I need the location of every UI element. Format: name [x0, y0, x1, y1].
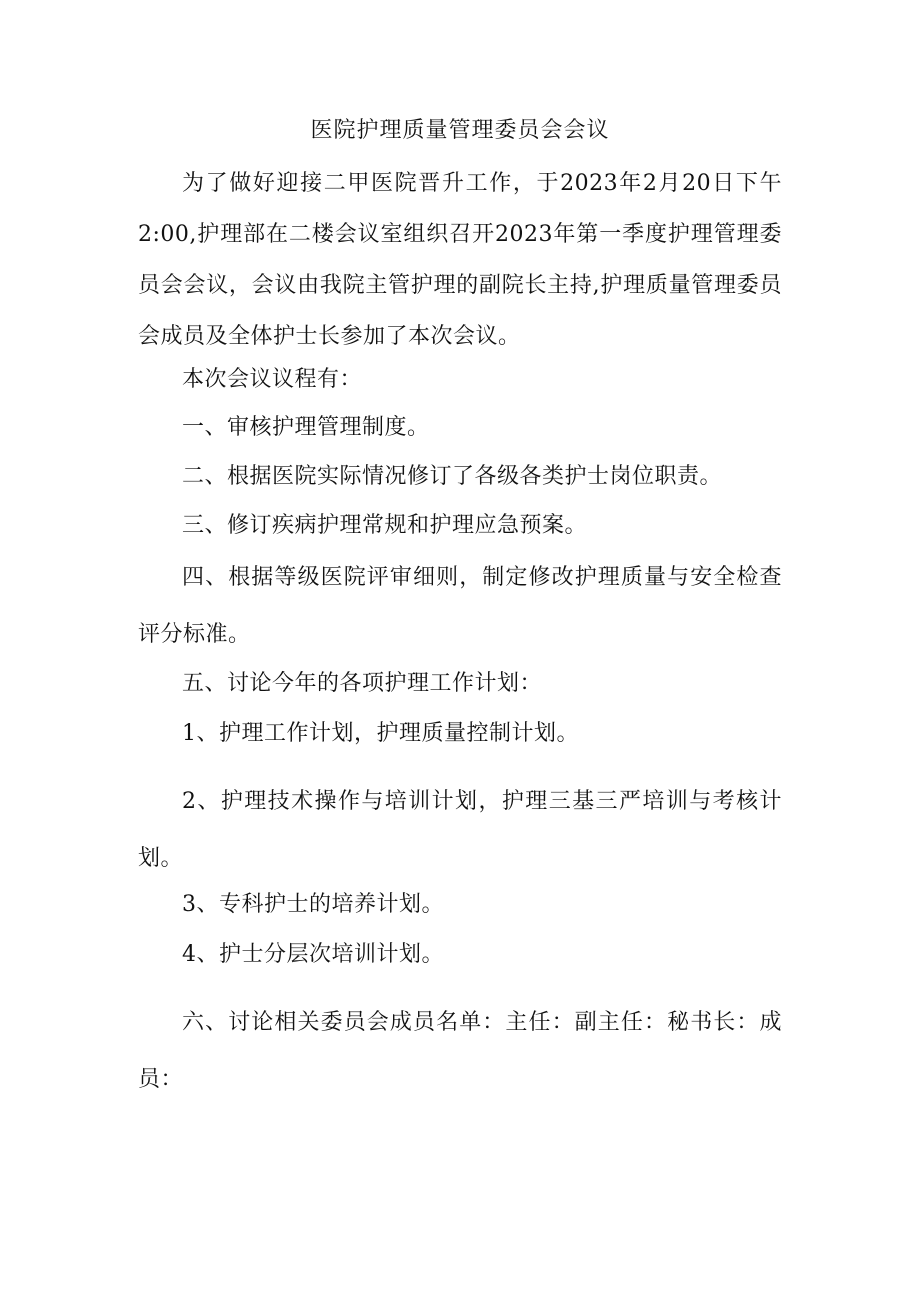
paragraph-agenda-item-5: 五、讨论今年的各项护理工作计划： [182, 671, 543, 696]
paragraph-intro: 为了做好迎接二甲医院晋升工作，于2023年2月20日下午2:00,护理部在二楼会议室组织召开2023年第一季度护理管理委员会会议，会议由我院主管护理的副院长主持,护理质量管理委员会成员及全体护士长参加了本次会议。 [138, 171, 782, 349]
paragraph-agenda-item-4: 四、根据等级医院评审细则，制定修改护理质量与安全检查评分标准。 [138, 565, 782, 647]
paragraph-agenda-item-2: 二、根据医院实际情况修订了各级各类护士岗位职责。 [182, 464, 723, 489]
paragraph-plan-1: 1、护理工作计划，护理质量控制计划。 [182, 721, 579, 746]
document-title: 医院护理质量管理委员会会议 [310, 118, 610, 143]
paragraph-agenda-heading: 本次会议议程有： [182, 367, 363, 392]
paragraph-plan-4: 4、护士分层次培训计划。 [182, 942, 444, 967]
paragraph-agenda-item-3: 三、修订疾病护理常规和护理应急预案。 [182, 513, 588, 538]
paragraph-agenda-item-6: 六、讨论相关委员会成员名单：主任：副主任：秘书长：成员： [138, 1010, 782, 1092]
paragraph-agenda-item-1: 一、审核护理管理制度。 [182, 415, 430, 440]
paragraph-plan-2: 2、护理技术操作与培训计划，护理三基三严培训与考核计划。 [138, 789, 782, 871]
paragraph-plan-3: 3、专科护士的培养计划。 [182, 892, 444, 917]
